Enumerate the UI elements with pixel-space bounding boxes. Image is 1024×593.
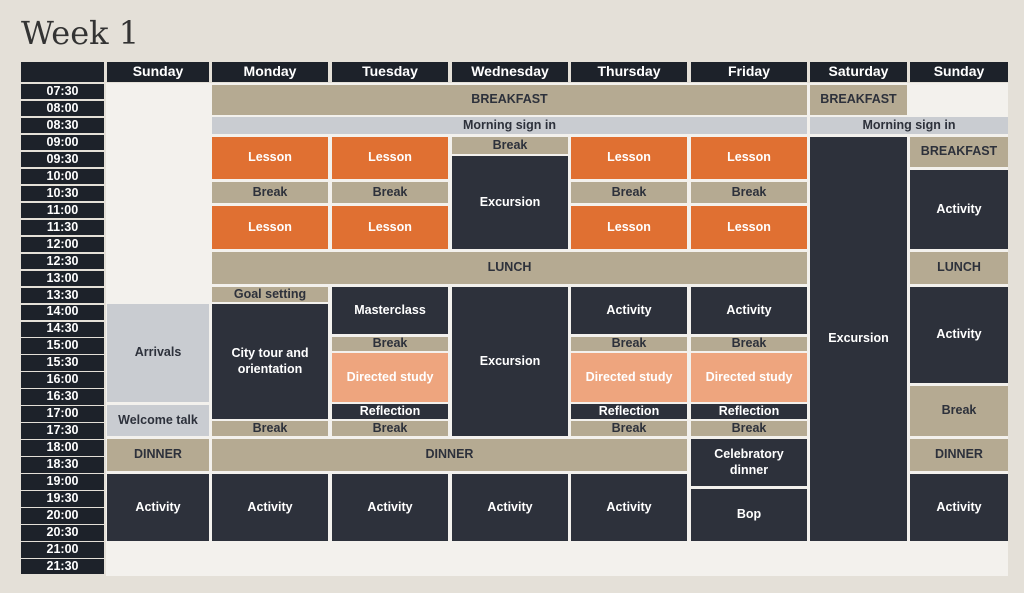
event-lesson-thursday-2[interactable]: Lesson bbox=[571, 206, 687, 249]
time-slot-label: 16:30 bbox=[21, 389, 104, 404]
event-goal-setting[interactable]: Goal setting bbox=[212, 287, 328, 302]
event-morning-sign-in-weekend[interactable]: Morning sign in bbox=[810, 117, 1008, 134]
time-slot-label: 21:30 bbox=[21, 559, 104, 574]
event-city-tour[interactable]: City tour and orientation bbox=[212, 304, 328, 419]
time-slot-label: 18:00 bbox=[21, 440, 104, 455]
event-excursion-wednesday-2[interactable]: Excursion bbox=[452, 287, 568, 436]
event-activity-wednesday[interactable]: Activity bbox=[452, 474, 568, 541]
event-lunch[interactable]: LUNCH bbox=[212, 252, 807, 284]
event-activity-thursday-evening[interactable]: Activity bbox=[571, 474, 687, 541]
event-masterclass[interactable]: Masterclass bbox=[332, 287, 448, 334]
event-activity-sunday2-2[interactable]: Activity bbox=[910, 287, 1008, 383]
time-slot-label: 14:30 bbox=[21, 322, 104, 337]
event-break-tuesday-3[interactable]: Break bbox=[332, 421, 448, 436]
event-directed-study-tuesday[interactable]: Directed study bbox=[332, 353, 448, 402]
time-slot-label: 15:00 bbox=[21, 338, 104, 353]
time-slot-label: 08:00 bbox=[21, 101, 104, 116]
time-slot-label: 11:00 bbox=[21, 203, 104, 218]
event-dinner-sunday[interactable]: DINNER bbox=[107, 439, 209, 471]
event-dinner-sunday2[interactable]: DINNER bbox=[910, 439, 1008, 471]
time-slot-label: 18:30 bbox=[21, 457, 104, 472]
event-lunch-sunday2[interactable]: LUNCH bbox=[910, 252, 1008, 284]
event-activity-sunday[interactable]: Activity bbox=[107, 474, 209, 541]
time-slot-label: 19:30 bbox=[21, 491, 104, 506]
event-lesson-monday-2[interactable]: Lesson bbox=[212, 206, 328, 249]
time-slot-label: 19:00 bbox=[21, 474, 104, 489]
day-header-2: Tuesday bbox=[332, 62, 448, 82]
event-breakfast-sunday2[interactable]: BREAKFAST bbox=[910, 137, 1008, 167]
day-header-6: Saturday bbox=[810, 62, 907, 82]
event-lesson-monday-1[interactable]: Lesson bbox=[212, 137, 328, 179]
event-breakfast-saturday[interactable]: BREAKFAST bbox=[810, 85, 907, 115]
event-reflection-thursday[interactable]: Reflection bbox=[571, 404, 687, 419]
event-break-thursday-3[interactable]: Break bbox=[571, 421, 687, 436]
event-activity-monday[interactable]: Activity bbox=[212, 474, 328, 541]
time-slot-label: 11:30 bbox=[21, 220, 104, 235]
event-morning-sign-in[interactable]: Morning sign in bbox=[212, 117, 807, 134]
time-slot-label: 20:30 bbox=[21, 525, 104, 540]
event-arrivals[interactable]: Arrivals bbox=[107, 304, 209, 402]
page-title: Week 1 bbox=[21, 14, 140, 52]
time-slot-label: 17:00 bbox=[21, 406, 104, 421]
time-header bbox=[21, 62, 104, 82]
event-break-thursday-1[interactable]: Break bbox=[571, 182, 687, 203]
time-slot-label: 12:30 bbox=[21, 254, 104, 269]
time-slot-label: 13:30 bbox=[21, 288, 104, 303]
event-break-sunday2[interactable]: Break bbox=[910, 386, 1008, 436]
day-header-4: Thursday bbox=[571, 62, 687, 82]
event-lesson-friday-1[interactable]: Lesson bbox=[691, 137, 807, 179]
event-break-monday-1[interactable]: Break bbox=[212, 182, 328, 203]
time-slot-label: 07:30 bbox=[21, 84, 104, 99]
event-break-tuesday-1[interactable]: Break bbox=[332, 182, 448, 203]
event-lesson-thursday-1[interactable]: Lesson bbox=[571, 137, 687, 179]
event-lesson-friday-2[interactable]: Lesson bbox=[691, 206, 807, 249]
time-slot-label: 21:00 bbox=[21, 542, 104, 557]
event-celebratory-dinner[interactable]: Celebratory dinner bbox=[691, 439, 807, 486]
event-break-thursday-2[interactable]: Break bbox=[571, 337, 687, 351]
event-activity-thursday[interactable]: Activity bbox=[571, 287, 687, 334]
event-directed-study-thursday[interactable]: Directed study bbox=[571, 353, 687, 402]
day-header-0: Sunday bbox=[107, 62, 209, 82]
event-activity-sunday2-1[interactable]: Activity bbox=[910, 170, 1008, 249]
event-activity-sunday2-3[interactable]: Activity bbox=[910, 474, 1008, 541]
event-lesson-tuesday-1[interactable]: Lesson bbox=[332, 137, 448, 179]
time-slot-label: 14:00 bbox=[21, 305, 104, 320]
event-excursion-wednesday-1[interactable]: Excursion bbox=[452, 156, 568, 249]
day-header-3: Wednesday bbox=[452, 62, 568, 82]
event-breakfast[interactable]: BREAKFAST bbox=[212, 85, 807, 115]
event-reflection-friday[interactable]: Reflection bbox=[691, 404, 807, 419]
event-break-friday-3[interactable]: Break bbox=[691, 421, 807, 436]
event-activity-tuesday[interactable]: Activity bbox=[332, 474, 448, 541]
time-slot-label: 08:30 bbox=[21, 118, 104, 133]
day-header-1: Monday bbox=[212, 62, 328, 82]
event-activity-friday[interactable]: Activity bbox=[691, 287, 807, 334]
time-slot-label: 17:30 bbox=[21, 423, 104, 438]
time-slot-label: 15:30 bbox=[21, 355, 104, 370]
day-header-5: Friday bbox=[691, 62, 807, 82]
event-excursion-saturday[interactable]: Excursion bbox=[810, 137, 907, 541]
time-slot-label: 09:00 bbox=[21, 135, 104, 150]
event-break-tuesday-2[interactable]: Break bbox=[332, 337, 448, 351]
time-slot-label: 10:00 bbox=[21, 169, 104, 184]
day-header-7: Sunday bbox=[910, 62, 1008, 82]
time-slot-label: 09:30 bbox=[21, 152, 104, 167]
time-slot-label: 13:00 bbox=[21, 271, 104, 286]
time-slot-label: 20:00 bbox=[21, 508, 104, 523]
event-break-friday-2[interactable]: Break bbox=[691, 337, 807, 351]
event-break-monday-3[interactable]: Break bbox=[212, 421, 328, 436]
event-welcome-talk[interactable]: Welcome talk bbox=[107, 405, 209, 436]
event-break-wednesday[interactable]: Break bbox=[452, 137, 568, 154]
time-slot-label: 16:00 bbox=[21, 372, 104, 387]
event-lesson-tuesday-2[interactable]: Lesson bbox=[332, 206, 448, 249]
time-slot-label: 10:30 bbox=[21, 186, 104, 201]
event-break-friday-1[interactable]: Break bbox=[691, 182, 807, 203]
event-reflection-tuesday[interactable]: Reflection bbox=[332, 404, 448, 419]
event-bop[interactable]: Bop bbox=[691, 489, 807, 541]
event-dinner[interactable]: DINNER bbox=[212, 439, 687, 471]
time-slot-label: 12:00 bbox=[21, 237, 104, 252]
event-directed-study-friday[interactable]: Directed study bbox=[691, 353, 807, 402]
